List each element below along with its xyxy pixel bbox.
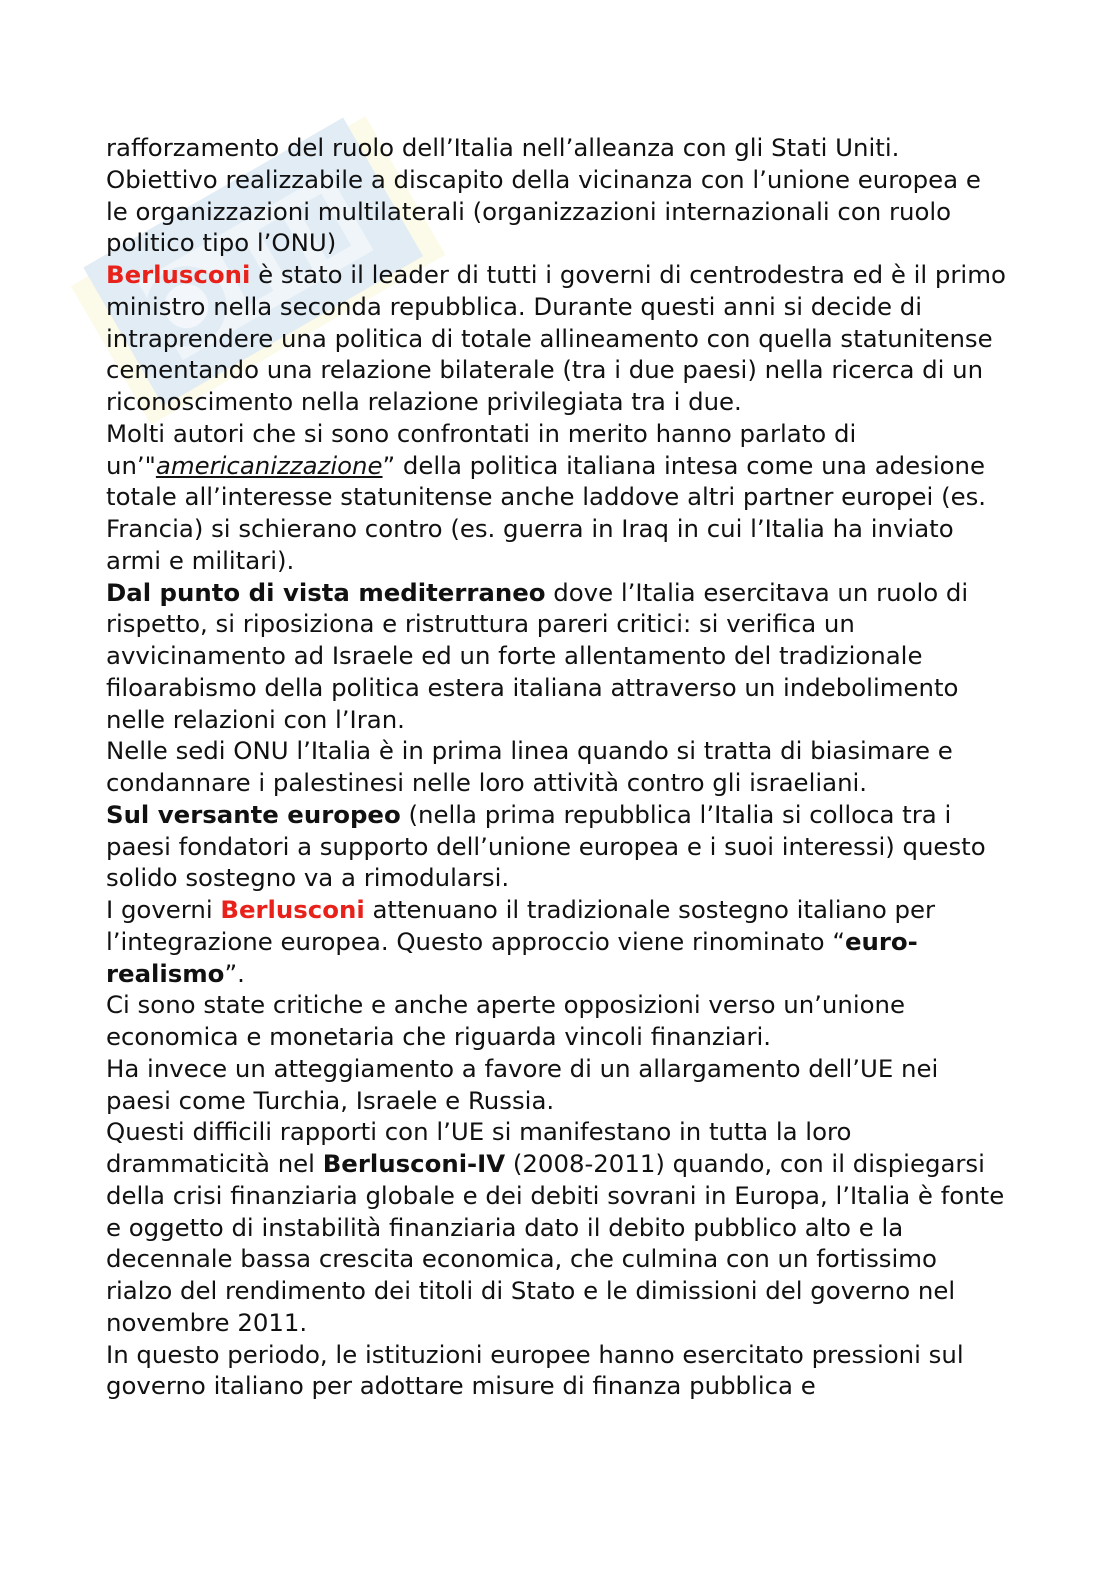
paragraph-11: In questo periodo, le istituzioni europee hanno esercitato pressioni sul governo italiano per adottare misure di finanza pubblica e [106,1339,964,1401]
paragraph-5: Nelle sedi ONU l’Italia è in prima linea quando si tratta di biasimare e condannare i palestinesi nelle loro attività contro gli israeliani. [106,736,953,797]
paragraph-2: Berlusconi è stato il leader di tutti i governi di centrodestra ed è il primo ministro nella seconda repubblica. Durante questi anni si decide di intraprendere una politica di totale allineamento con quella statunitense cementando una relazione bilaterale (tra i due paesi) nella ricerca di un riconoscimento nella relazione privilegiata tra i due. [106,260,1006,416]
paragraph-7: I governi Berlusconi attenuano il tradizionale sostegno italiano per l’integrazione europea. Questo approccio viene rinominato “euro-realismo”. [106,895,936,988]
paragraph-4: Dal punto di vista mediterraneo dove l’Italia esercitava un ruolo di rispetto, si riposiziona e ristruttura pareri critici: si verifica un avvicinamento ad Israele ed un forte allentamento del tradizionale filoarabismo della politica estera italiana attraverso un indebolimento nelle relazioni con l’Iran. [106,577,969,734]
paragraph-1: rafforzamento del ruolo dell’Italia nell’alleanza con gli Stati Uniti. Obiettivo realizzabile a discapito della vicinanza con l’unione europea e le organizzazioni multilaterali (organizzazioni internazionali con ruolo politico tipo l’ONU) [106,133,981,258]
berlusconi-highlight-2: Berlusconi [220,895,365,924]
paragraph-10: Questi difficili rapporti con l’UE si manifestano in tutta la loro drammaticità nel Berlusconi-IV (2008-2011) quando, con il dispiegarsi della crisi finanziaria globale e dei debiti sovrani in Europa, l’Italia è fonte e oggetto di instabilità finanziaria dato il debito pubblico alto e la decennale bassa crescita economica, che culmina con un fortissimo rialzo del rendimento dei titoli di Stato e le dimissioni del governo nel novembre 2011. [106,1117,1005,1337]
europeo-heading: Sul versante europeo [106,799,401,829]
berlusconi-iv-term: Berlusconi-IV [322,1149,506,1178]
americanizzazione-term: americanizzazione [155,450,383,480]
euro-realismo-term: euro-realismo [106,926,918,988]
paragraph-8: Ci sono state critiche e anche aperte opposizioni verso un’unione economica e monetaria che riguarda vincoli finanziari. [106,990,906,1051]
document-body [106,132,1006,1402]
paragraph-9: Ha invece un atteggiamento a favore di un allargamento dell’UE nei paesi come Turchia, Israele e Russia. [106,1053,939,1115]
mediterraneo-heading: Dal punto di vista mediterraneo [106,577,546,607]
paragraph-6: Sul versante europeo (nella prima repubblica l’Italia si colloca tra i paesi fondatori a supporto dell’unione europea e i suoi interessi) questo solido sostegno va a rimodularsi. [106,799,986,893]
paragraph-3: Molti autori che si sono confrontati in merito hanno parlato di un’"americanizzazione” della politica italiana intesa come una adesione totale all’interesse statunitense anche laddove altri partner europei (es. Francia) si schierano contro (es. guerra in Iraq in cui l’Italia ha inviato armi e militari). [106,418,987,575]
berlusconi-highlight: Berlusconi [106,260,251,289]
